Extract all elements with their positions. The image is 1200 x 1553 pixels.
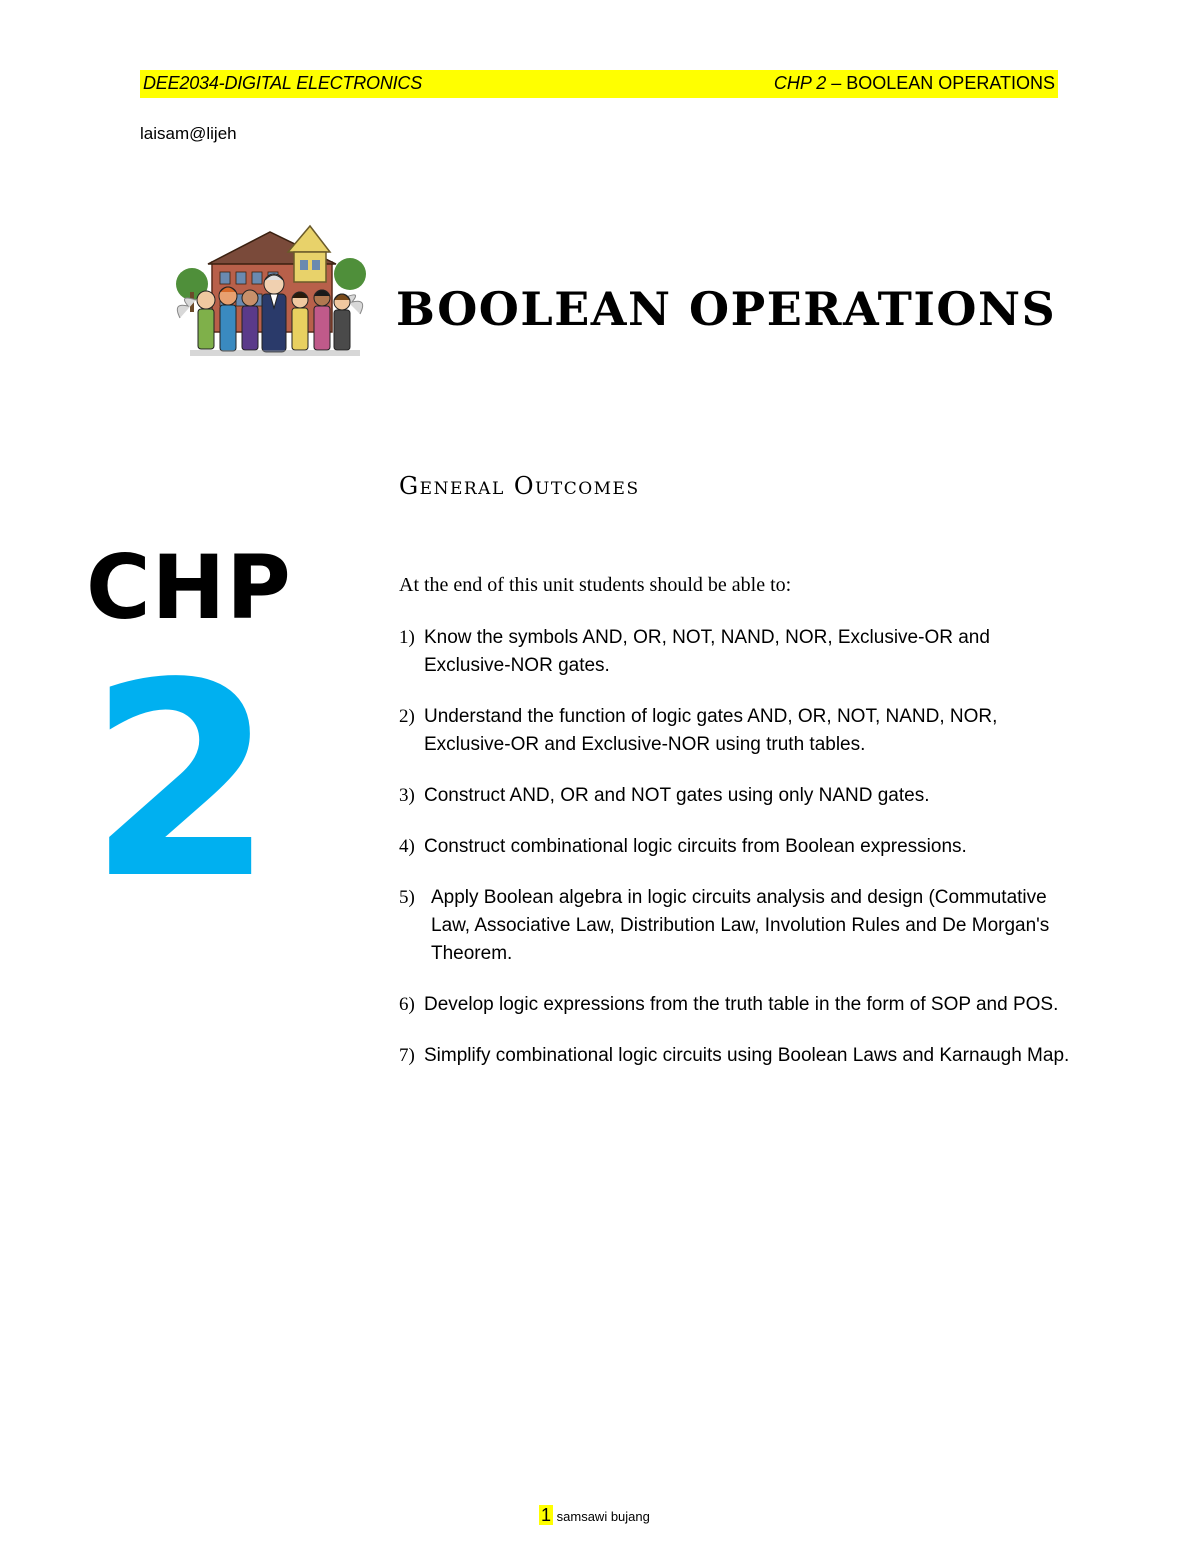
list-item — [399, 991, 1079, 1019]
school-students-illustration — [170, 222, 370, 370]
page-footer — [539, 1505, 650, 1526]
item-text: Simplify combinational logic circuits using Boolean Laws and Karnaugh Map. — [424, 1045, 1070, 1066]
list-item — [399, 884, 1079, 968]
item-text: Construct combinational logic circuits from Boolean expressions. — [424, 836, 967, 857]
page-title: BOOLEAN OPERATIONS — [396, 282, 1057, 336]
outcomes-intro: At the end of this unit students should be able to: — [399, 574, 792, 596]
author-tag: laisam@lijeh — [140, 124, 237, 143]
list-item — [399, 624, 1079, 680]
item-number: 7) — [399, 1045, 415, 1066]
chapter-label: CHP — [86, 536, 292, 639]
header-chapter — [774, 73, 1055, 94]
item-number: 6) — [399, 994, 415, 1015]
item-text: Construct AND, OR and NOT gates using only NAND gates. — [424, 785, 930, 806]
item-number: 2) — [399, 706, 415, 727]
header-course: DEE2034-DIGITAL ELECTRONICS — [143, 73, 423, 93]
item-text: Apply Boolean algebra in logic circuits analysis and design (Commutative Law, Associative Law, Distribution Law, Involution Rules and De Morgan's Theorem. — [431, 887, 1050, 964]
list-item — [399, 833, 1079, 861]
chapter-number: 2 — [88, 626, 269, 938]
outcomes-heading: General Outcomes — [399, 472, 640, 500]
list-item — [399, 1042, 1079, 1070]
list-item — [399, 782, 1079, 810]
list-item — [399, 703, 1079, 759]
header-chapter-prefix: CHP 2 — [773, 73, 827, 93]
item-text: Understand the function of logic gates AND, OR, NOT, NAND, NOR, Exclusive-OR and Exclusive-NOR using truth tables. — [424, 706, 998, 755]
item-number: 1) — [399, 627, 415, 648]
footer-author: samsawi bujang — [556, 1509, 650, 1524]
page-number: 1 — [541, 1505, 552, 1525]
header-chapter-title: – BOOLEAN OPERATIONS — [826, 73, 1055, 93]
item-number: 5) — [399, 887, 415, 908]
item-number: 3) — [399, 785, 415, 806]
item-number: 4) — [399, 836, 415, 857]
item-text: Know the symbols AND, OR, NOT, NAND, NOR, Exclusive-OR and Exclusive-NOR gates. — [424, 627, 990, 676]
item-text: Develop logic expressions from the truth table in the form of SOP and POS. — [424, 994, 1059, 1015]
outcomes-list — [399, 624, 1079, 1093]
